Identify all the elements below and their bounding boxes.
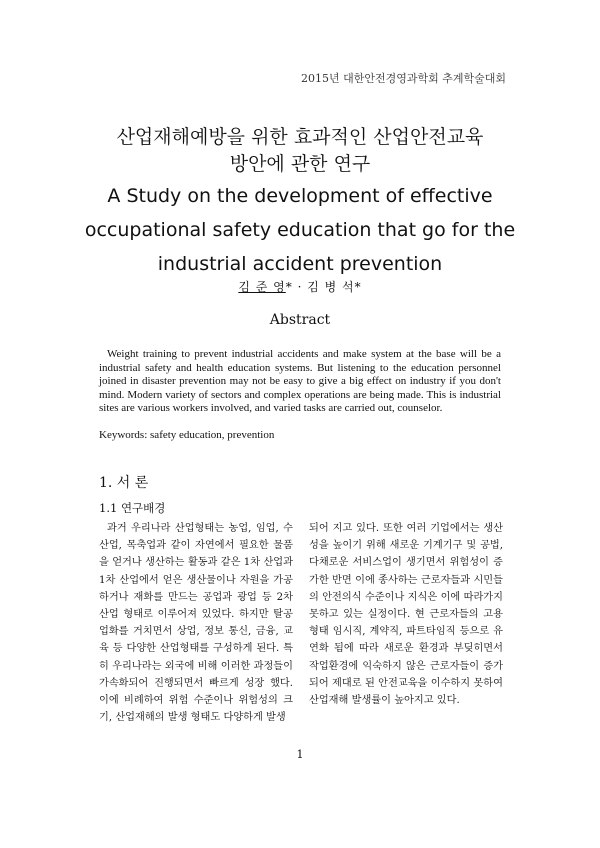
author-1: 김 준 영 <box>238 280 286 294</box>
author-2: 김 병 석 <box>307 280 355 294</box>
author-separator: · <box>297 280 303 294</box>
keywords-line <box>99 429 274 441</box>
title-english-line-1: A Study on the development of effective <box>107 185 493 207</box>
authors-line <box>0 278 600 295</box>
keywords-label: Keywords: <box>99 429 148 441</box>
title-english-line-3: industrial accident prevention <box>157 253 443 275</box>
keywords-value: safety education, prevention <box>150 429 275 441</box>
body-column-right: 되어 지고 있다. 또한 여러 기업에서는 생산성을 높이기 위해 새로운 기계기구 및 공법, 다채로운 서비스업이 생기면서 위험성이 증가한 반면 이에 종사하는 근로자들과 시민들의 안전의식 수준이나 지식은 이에 따라가지 못하고 있는 실정이다. 현 근로자들의 고용형태 임시직, 계약직, 파트타임직 등으로 유연화 됨에 따라 새로운 환경과 부딪히면서 작업환경에 익숙하지 않은 근로자들이 증가되어 제대로 된 안전교육을 이수하지 못하여 산업재해 발생률이 높아지고 있다. <box>309 523 503 707</box>
abstract-heading: Abstract <box>269 312 331 328</box>
title-english-line-2: occupational safety education that go for the <box>84 219 516 241</box>
conference-header: 2015년 대한안전경영과학회 추계학술대회 <box>300 72 506 85</box>
author-1-marker: * <box>285 280 293 294</box>
title-korean-line-2: 방안에 관한 연구 <box>229 153 371 175</box>
abstract-body: Weight training to prevent industrial accidents and make system at the base will be a industrial safety and health education systems. But listening to the education personnel joined in disaster prevention may not be easy to give a big effect on industry if you don't mind. Modern variety of sectors and complex operations are being made. This is industrial sites are various workers involved, and varied tasks are carried out, counselor. <box>99 348 501 414</box>
subsection-heading: 1.1 연구배경 <box>99 501 166 515</box>
body-column-left: 과거 우리나라 산업형태는 농업, 임업, 수산업, 목축업과 같이 자연에서 필요한 물품을 얻거나 생산하는 활동과 같은 1차 산업과 1차 산업에서 얻은 생산물이나 자원을 가공하거나 재화를 만드는 공업과 광업 등 2차 산업 형태로 이루어져 있었다. 하지만 탈공업화를 거치면서 상업, 정보 통신, 금융, 교육 등 다양한 산업형태를 구성하게 된다. 특히 우리나라는 외국에 비해 이러한 과정들이 가속화되어 진행되면서 빠르게 성장 했다. 이에 비례하여 위험 수준이나 위험성의 크기, 산업재해의 발생 형태도 다양하게 발생 <box>99 523 293 724</box>
author-2-marker: * <box>354 280 362 294</box>
title-korean-line-1: 산업재해예방을 위한 효과적인 산업안전교육 <box>116 126 484 148</box>
page-number: 1 <box>296 748 304 761</box>
section-heading: 1. 서 론 <box>99 475 149 491</box>
title-block <box>60 124 540 280</box>
